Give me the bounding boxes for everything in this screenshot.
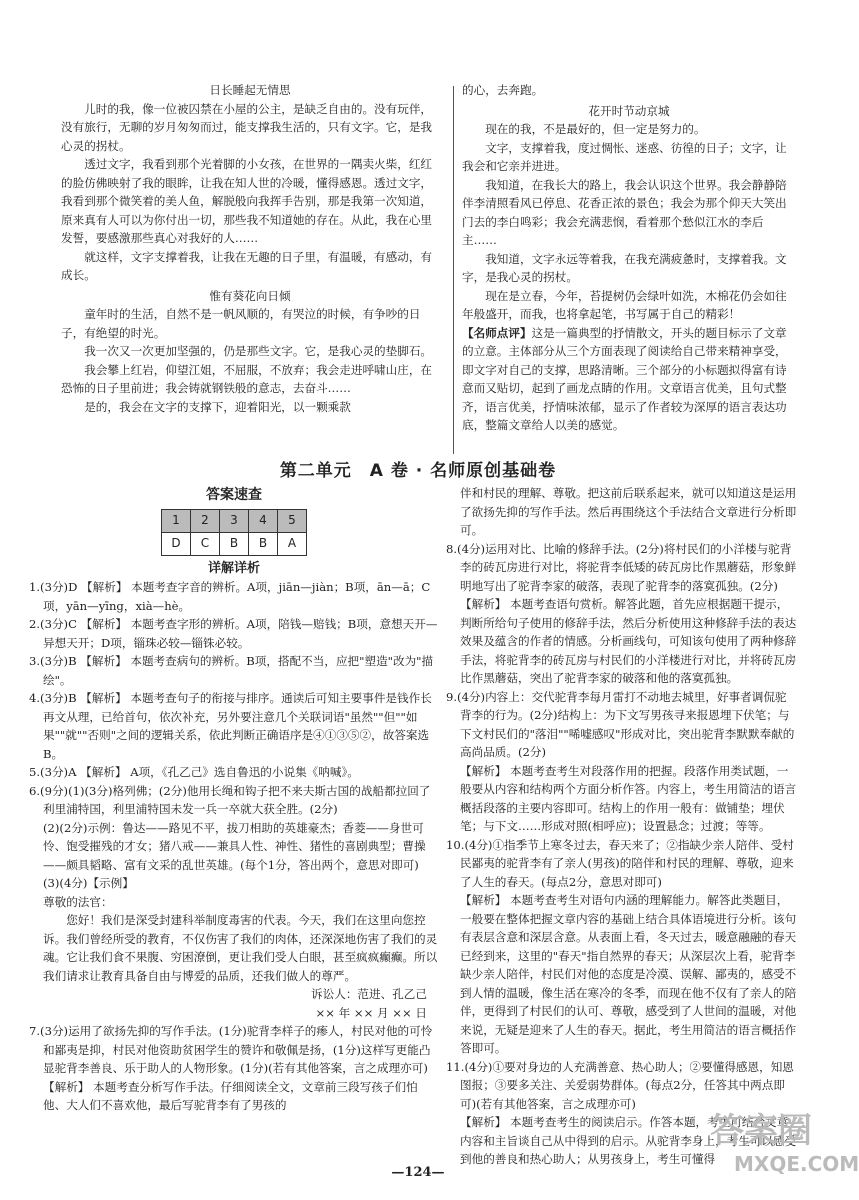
letter-date: ×× 年 ×× 月 ×× 日 [315,1005,427,1020]
answer-key-value: B [220,532,249,555]
paragraph: 是的，我会在文字的支撑下，迎着阳光，以一颗乘款 [84,399,351,414]
answers-right-column [446,484,798,1169]
essay-right-column [462,81,796,435]
answer-analysis: 【解析】 本题考查考生的阅读启示。作答本题，考生可结合文章内容和主旨谈自己从中得到的启示。从驼背李身上，考生可以感受到他的善良和热心助人；从男孩身上，考生可懂得 [460,1115,797,1166]
answer-item: (3)(4分)【示例】 [43,876,134,890]
detail-heading: 详解详析 [207,560,260,576]
answer-analysis: 【解析】 本题考查分析写作手法。仔细阅读全文，文章前三段写孩子们怕他、大人们不喜欢他，最后写驼背李有了男孩的 [43,1079,418,1112]
paragraph: 我知道，在我长大的路上，我会认识这个世界。我会静静陪伴李清照看风已停息、花香正浓的景色；我会为那个仰天大笑出门去的李白鸣彩；我会充满悲悯，看着那个愁似江水的李后主…… [462,177,787,247]
answer-item: 4.(3分)B 【解析】 本题考查句子的衔接与排序。通读后可知主要事件是钱作长再文从理，已给首句，依次补充，另外要注意几个关联词语"虽然""但""如果""就""否则"之间的逻辑关系，依此判断正确语序是④①③⑤②，故答案选B。 [29,691,432,761]
essay-left-column [61,81,439,416]
answer-item: 7.(3分)运用了欲扬先抑的写作手法。(1分)驼背李样子的瘆人，村民对他的可怜和鄙夷是抑，村民对他资助贫困学生的赞许和敬佩是扬，(1分)这样写更能凸显驼背李善良、乐于助人的人物形象。(1分)(若有其他答案，言之成理亦可) [29,1024,433,1075]
section-title: 花开时节动京城 [588,103,670,118]
paragraph: 现在的我，不是最好的，但一定是努力的。 [485,122,706,136]
paragraph: 童年时的生活，自然不是一帆风顺的，有哭泣的时候，有争吵的日子，有绝望的时光。 [61,307,421,340]
answer-item: 3.(3分)B 【解析】 本题考查病句的辨析。B项，搭配不当，应把"塑造"改为"描绘"。 [29,654,434,687]
answer-key-number: 4 [249,509,278,532]
comment-tag: 【名师点评】 [462,325,532,340]
answer-item: 伴和村民的理解、尊敬。把这前后联系起来，就可以知道这是运用了欲扬先抑的写作手法。然后再围绕这个手法结合文章进行分析即可。 [460,486,797,537]
answer-key-value: D [162,532,191,555]
page-number: —124— [391,1165,445,1180]
column-divider [453,86,454,454]
paragraph: 文字，支撑着我，度过惆怅、迷惑、彷徨的日子；文字，让我会和它亲并进进。 [462,140,787,173]
section-title: 惟有葵花向日倾 [209,288,291,303]
answer-item: (2)(2分)示例：鲁达——路见不平，拔刀相助的英雄豪杰；香菱——身世可怜、饱受摧残的才女；猪八戒——兼具人性、神性、猪性的喜剧典型；曹操——颇具韬略、富有文采的乱世英雄。(每个1分，答出两个，意思对即可) [43,820,426,872]
answer-analysis: 【解析】 本题考查考生对语句内涵的理解能力。解答此类题目，一般要在整体把握文章内容的基础上结合具体语境进行分析。该句有表层含意和深层含意。从表面上看，冬天过去，暖意融融的春天已经到来，这里的"春天"指自然界的春天；从深层次上看，驼背李缺少亲人陪伴，村民们对他的态度是冷漠、误解、鄙夷的，感受不到人情的温暖，像生活在寒冷的冬季，而现在他不仅有了亲人的陪伴，更得到了村民们的认可、尊敬，感受到了人世间的温暖，对他来说，无疑是迎来了人生的春天。据此，考生用简洁的语言概括作答即可。 [460,893,797,1055]
letter-signature: 诉讼人：范进、孔乙己 [311,987,427,1001]
paragraph: 现在是立春，今年，苔提树仍会绿叶如洗，木棉花仍会如往年般盛开，而我，也将拿起笔，书写属于自己的精彩！ [462,288,787,321]
section-title: 日长睡起无情思 [209,83,291,97]
paragraph: 就这样，文字支撑着我，让我在无趣的日子里，有温暖，有感动，有成长。 [61,249,433,282]
answers-left-column [29,484,439,1115]
answer-item: 5.(3分)A 【解析】 A项，《孔乙己》选自鲁迅的小说集《呐喊》。 [29,765,359,779]
paragraph: 我知道，文字永远等着我，在我充满疲惫时，支撑着我。文字，是我心灵的拐杖。 [462,251,787,284]
answer-item: 1.(3分)D 【解析】 本题考查字音的辨析。A项，jiān—jiàn；B项，ān—ā；C项，yān—yīng，xià—hè。 [29,580,431,613]
answer-key-value: B [249,532,278,555]
paragraph: 我一次又一次更加坚强的，仍是那些文字。它，是我心灵的垫脚石。 [84,344,433,358]
paragraph: 的心，去奔跑。 [462,83,544,97]
watermark-text: 答案圈 [710,1111,812,1151]
answer-item: 9.(4分)内容上：交代驼背李每月雷打不动地去城里，好事者调侃驼背李的行为。(2分)结构上：为下文写男孩寻来报恩埋下伏笔；与下文村民们的"落泪""唏嘘感叹"形成对比，突出驼背李默默奉献的高尚品质。(2分) [446,689,795,759]
comment-text: 这是一篇典型的抒情散文，开头的题目标示了文章的立意。主体部分从三个方面表现了阅读给自己带来精神享受，即文字对自己的支撑，思路清晰。三个部分的小标题拟得富有诗意而又贴切，起到了画龙点睛的作用。文章语言优美，且句式整齐，语言优美，抒情味浓郁，显示了作者较为深厚的语言表达功底，整篇文章给人以美的感觉。 [462,325,787,432]
answer-key-number: 1 [162,509,191,532]
answer-key-value: A [278,532,307,555]
answer-item: 6.(9分)(1)(3分)格列佛；(2分)他用长绳和钩子把不来夫斯古国的战船都拉回了利里浦特国，利里浦特国未发一兵一卒就大获全胜。(2分) [29,783,431,816]
answer-item: 8.(4分)运用对比、比喻的修辞手法。(2分)将村民们的小洋楼与驼背李的砖瓦房进行对比，将驼背李低矮的砖瓦房比作黑蘑菇，形象鲜明地写出了驼背李家的破落，表现了驼背李的落寞孤独。(2分) [446,541,797,593]
answer-key-number: 5 [278,509,307,532]
teacher-comment [462,324,796,435]
answer-analysis: 【解析】 本题考查语句赏析。解答此题，首先应根据题干提示，判断所给句子使用的修辞手法，然后分析使用这种修辞手法的表达效果及蕴含的作者的情感。分析画线句，可知该句使用了两种修辞手法，将驼背李的砖瓦房与村民们的小洋楼进行对比，并将砖瓦房比作黑蘑菇，突出了驼背李家的破落和他的落寞孤独。 [460,597,797,685]
answer-key-table [161,509,307,556]
paragraph: 我会攀上红岩，仰望江姐，不屈服，不放弃；我会走进呼啸山庄，在恐怖的日子里前进；我会铸就钢铁般的意志，去奋斗…… [61,362,433,395]
letter-salutation: 尊敬的法官： [43,894,113,909]
answer-analysis: 【解析】 本题考查考生对段落作用的把握。段落作用类试题，一般要从内容和结构两个方面分析作答。内容上，考生用简洁的语言概括段落的主要内容即可。结构上的作用一般有：做铺垫；埋伏笔；与下文……形成对照(相呼应)；设置悬念；过渡；等等。 [460,763,797,833]
answer-key-number: 2 [191,509,220,532]
unit-title: 第二单元 A 卷 · 名师原创基础卷 [279,461,557,481]
answer-item: 2.(3分)C 【解析】 本题考查字形的辨析。A项，陪钱—赔钱；B项，意想天开—异想天开；D项，锱珠必较—锱铢必较。 [29,617,438,650]
answer-key-heading: 答案速查 [206,487,262,503]
paragraph: 儿时的我，像一位被囚禁在小屋的公主，是缺乏自由的。没有玩伴，没有旅行，无聊的岁月匆匆而过，能支撑我生活的，只有文字。它，是我心灵的拐杖。 [61,101,433,153]
answer-key-value: C [191,532,220,555]
answer-key-number: 3 [220,509,249,532]
answer-item: 10.(4分)①指季节上寒冬过去，春天来了；②指缺少亲人陪伴、受村民鄙夷的驼背李有了亲人(男孩)的陪伴和村民的理解、尊敬，迎来了人生的春天。(每点2分，意思对即可) [446,837,794,889]
paragraph: 透过文字，我看到那个光着脚的小女孩，在世界的一隅卖火柴，红红的脸仿佛映射了我的眼眸，让我在知人世的冷暖，懂得感恩。透过文字，我看到那个微笑着的美人鱼，解脱般向我挥手告别，那是我第一次知道，原来真有人可以为你付出一切，那些我不知道她的存在。从此，我在心里发誓，要感激那些真心对我好的人…… [61,157,433,245]
watermark-url: MXQE.COM [734,1152,859,1176]
answer-item: 11.(4分)①要对身边的人充满善意、热心助人；②要懂得感恩，知恩图报；③要多关注、关爱弱势群体。(每点2分，任答其中两点即可)(若有其他答案，言之成理亦可) [446,1059,794,1111]
letter-body: 您好！我们是深受封建科举制度毒害的代表。今天，我们在这里向您控诉。我们曾经所受的教育，不仅伤害了我们的肉体，还深深地伤害了我们的灵魂。它让我们食不果腹、穷困潦倒，更让我们受人白眼，甚至疯疯癫癫。所以我们请求让教育具备自由与博爱的品质，还我们做人的尊严。 [43,913,438,983]
